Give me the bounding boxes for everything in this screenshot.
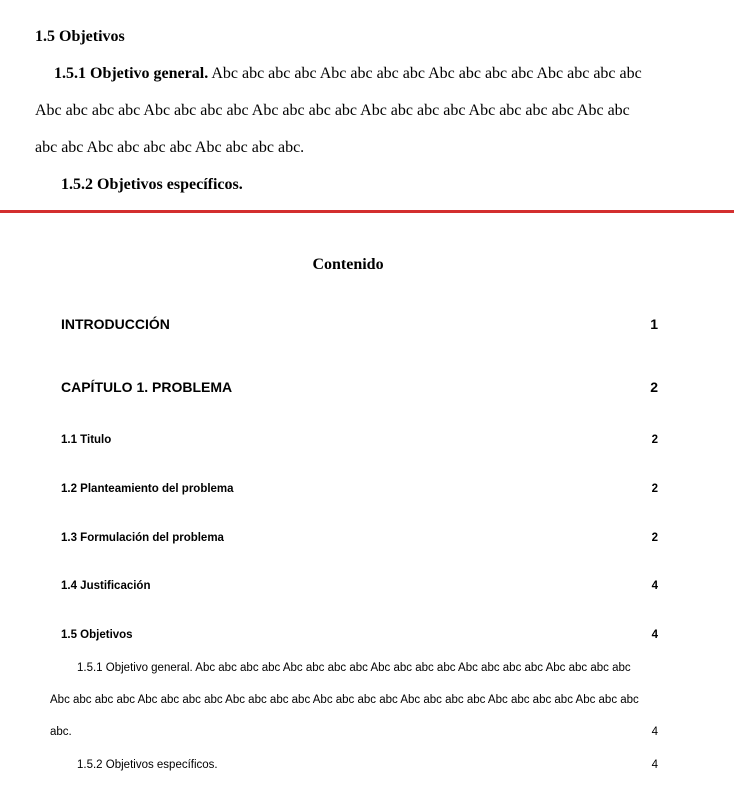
toc-entry-1-3[interactable] [61, 529, 658, 547]
toc-entry-label: 1.1 Titulo [61, 434, 112, 446]
objetivo-general-text: Abc abc abc abc Abc abc abc abc Abc abc abc abc Abc abc abc abc [208, 65, 642, 82]
toc-entry-1-5[interactable] [61, 626, 658, 644]
toc-entry-page: 4 [651, 580, 658, 592]
toc-entry-1-1[interactable] [61, 431, 658, 449]
toc-entry-1-5-2[interactable]: 1.5.2 Objetivos específicos. [77, 759, 218, 771]
toc-entry-page: 2 [651, 532, 658, 544]
toc-title: Contenido [312, 256, 384, 273]
objetivo-general-paragraph-line-2: Abc abc abc abc Abc abc abc abc Abc abc abc abc Abc abc abc abc Abc abc abc abc Abc abc [35, 102, 630, 119]
toc-entry-capitulo-1[interactable] [61, 377, 658, 397]
toc-entry-label: 1.5 Objetivos [61, 629, 133, 641]
objetivo-general-heading: 1.5.1 Objetivo general. [54, 65, 209, 82]
toc-entry-page: 4 [651, 629, 658, 641]
toc-entry-introduccion[interactable] [61, 314, 658, 334]
toc-entry-label: 1.2 Planteamiento del problema [61, 483, 234, 495]
objetivos-especificos-heading: 1.5.2 Objetivos específicos. [61, 176, 243, 193]
page-separator [0, 210, 734, 213]
toc-entry-label: INTRODUCCIÓN [61, 316, 170, 332]
toc-entry-page: 2 [651, 483, 658, 495]
toc-entry-1-5-2-page: 4 [651, 759, 658, 771]
toc-entry-1-5-1-line-1[interactable]: 1.5.1 Objetivo general. Abc abc abc abc Abc abc abc abc Abc abc abc abc Abc abc abc abc Abc abc abc abc [77, 662, 631, 674]
toc-entry-label: CAPÍTULO 1. PROBLEMA [61, 379, 233, 395]
objetivo-general-paragraph-line-1 [54, 63, 642, 85]
toc-entry-label: 1.3 Formulación del problema [61, 532, 224, 544]
toc-entry-page: 1 [650, 316, 658, 332]
toc-entry-page: 2 [651, 434, 658, 446]
toc-entry-page: 2 [650, 379, 658, 395]
toc-entry-label: 1.4 Justificación [61, 580, 151, 592]
toc-entry-1-4[interactable] [61, 577, 658, 595]
toc-entry-1-5-1-page: 4 [651, 726, 658, 738]
section-heading: 1.5 Objetivos [35, 28, 125, 45]
toc-entry-1-5-1-line-3[interactable]: abc. [50, 726, 72, 738]
objetivo-general-paragraph-line-3: abc abc Abc abc abc abc Abc abc abc abc. [35, 139, 305, 156]
toc-entry-1-2[interactable] [61, 480, 658, 498]
toc-entry-1-5-1-line-2[interactable]: Abc abc abc abc Abc abc abc abc Abc abc abc abc Abc abc abc abc Abc abc abc abc Abc abc abc abc Abc abc abc [50, 694, 639, 706]
